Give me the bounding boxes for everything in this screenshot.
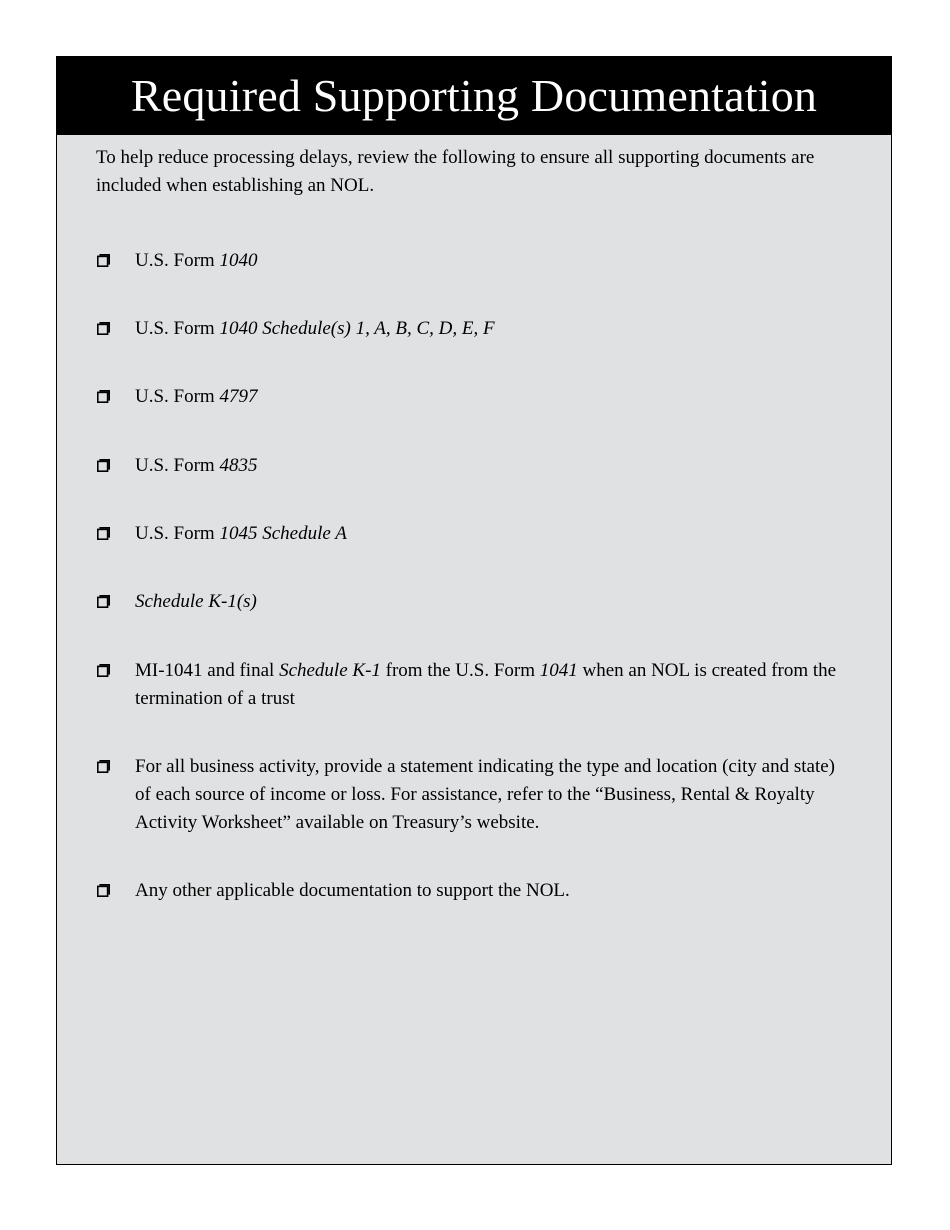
checklist-item-label: Any other applicable documentation to support the NOL. — [135, 880, 570, 901]
documentation-panel — [56, 56, 892, 1165]
checkbox-icon — [97, 664, 110, 677]
checklist-item-label: U.S. Form 4797 — [135, 386, 258, 407]
checklist-item-label: U.S. Form 1045 Schedule A — [135, 523, 347, 544]
checklist-item-label: U.S. Form 1040 Schedule(s) 1, A, B, C, D, E, F — [135, 318, 495, 339]
checkbox-icon — [97, 254, 110, 267]
checkbox-icon — [97, 322, 110, 335]
checklist-item-label: Schedule K-1(s) — [135, 591, 257, 612]
checkbox-icon — [97, 459, 110, 472]
checkbox-icon — [97, 884, 110, 897]
checklist-item-label: MI-1041 and final Schedule K-1 from the U.S. Form 1041 when an NOL is created from the termination of a trust — [135, 660, 837, 709]
checklist-item-label: For all business activity, provide a statement indicating the type and location (city and state) of each source of income or loss. For assistance, refer to the “Business, Rental & Royalty Activity Worksheet” available on Treasury’s website. — [135, 756, 835, 833]
checkbox-icon — [97, 595, 110, 608]
checklist-item-label: U.S. Form 1040 — [135, 250, 258, 271]
checkbox-icon — [97, 760, 110, 773]
intro-text: To help reduce processing delays, review the following to ensure all supporting documents are included when establishing an NOL. — [96, 147, 815, 196]
page-title: Required Supporting Documentation — [130, 70, 818, 121]
checklist-item-label: U.S. Form 4835 — [135, 455, 258, 476]
checkbox-icon — [97, 527, 110, 540]
checkbox-icon — [97, 390, 110, 403]
title-banner — [57, 57, 891, 135]
